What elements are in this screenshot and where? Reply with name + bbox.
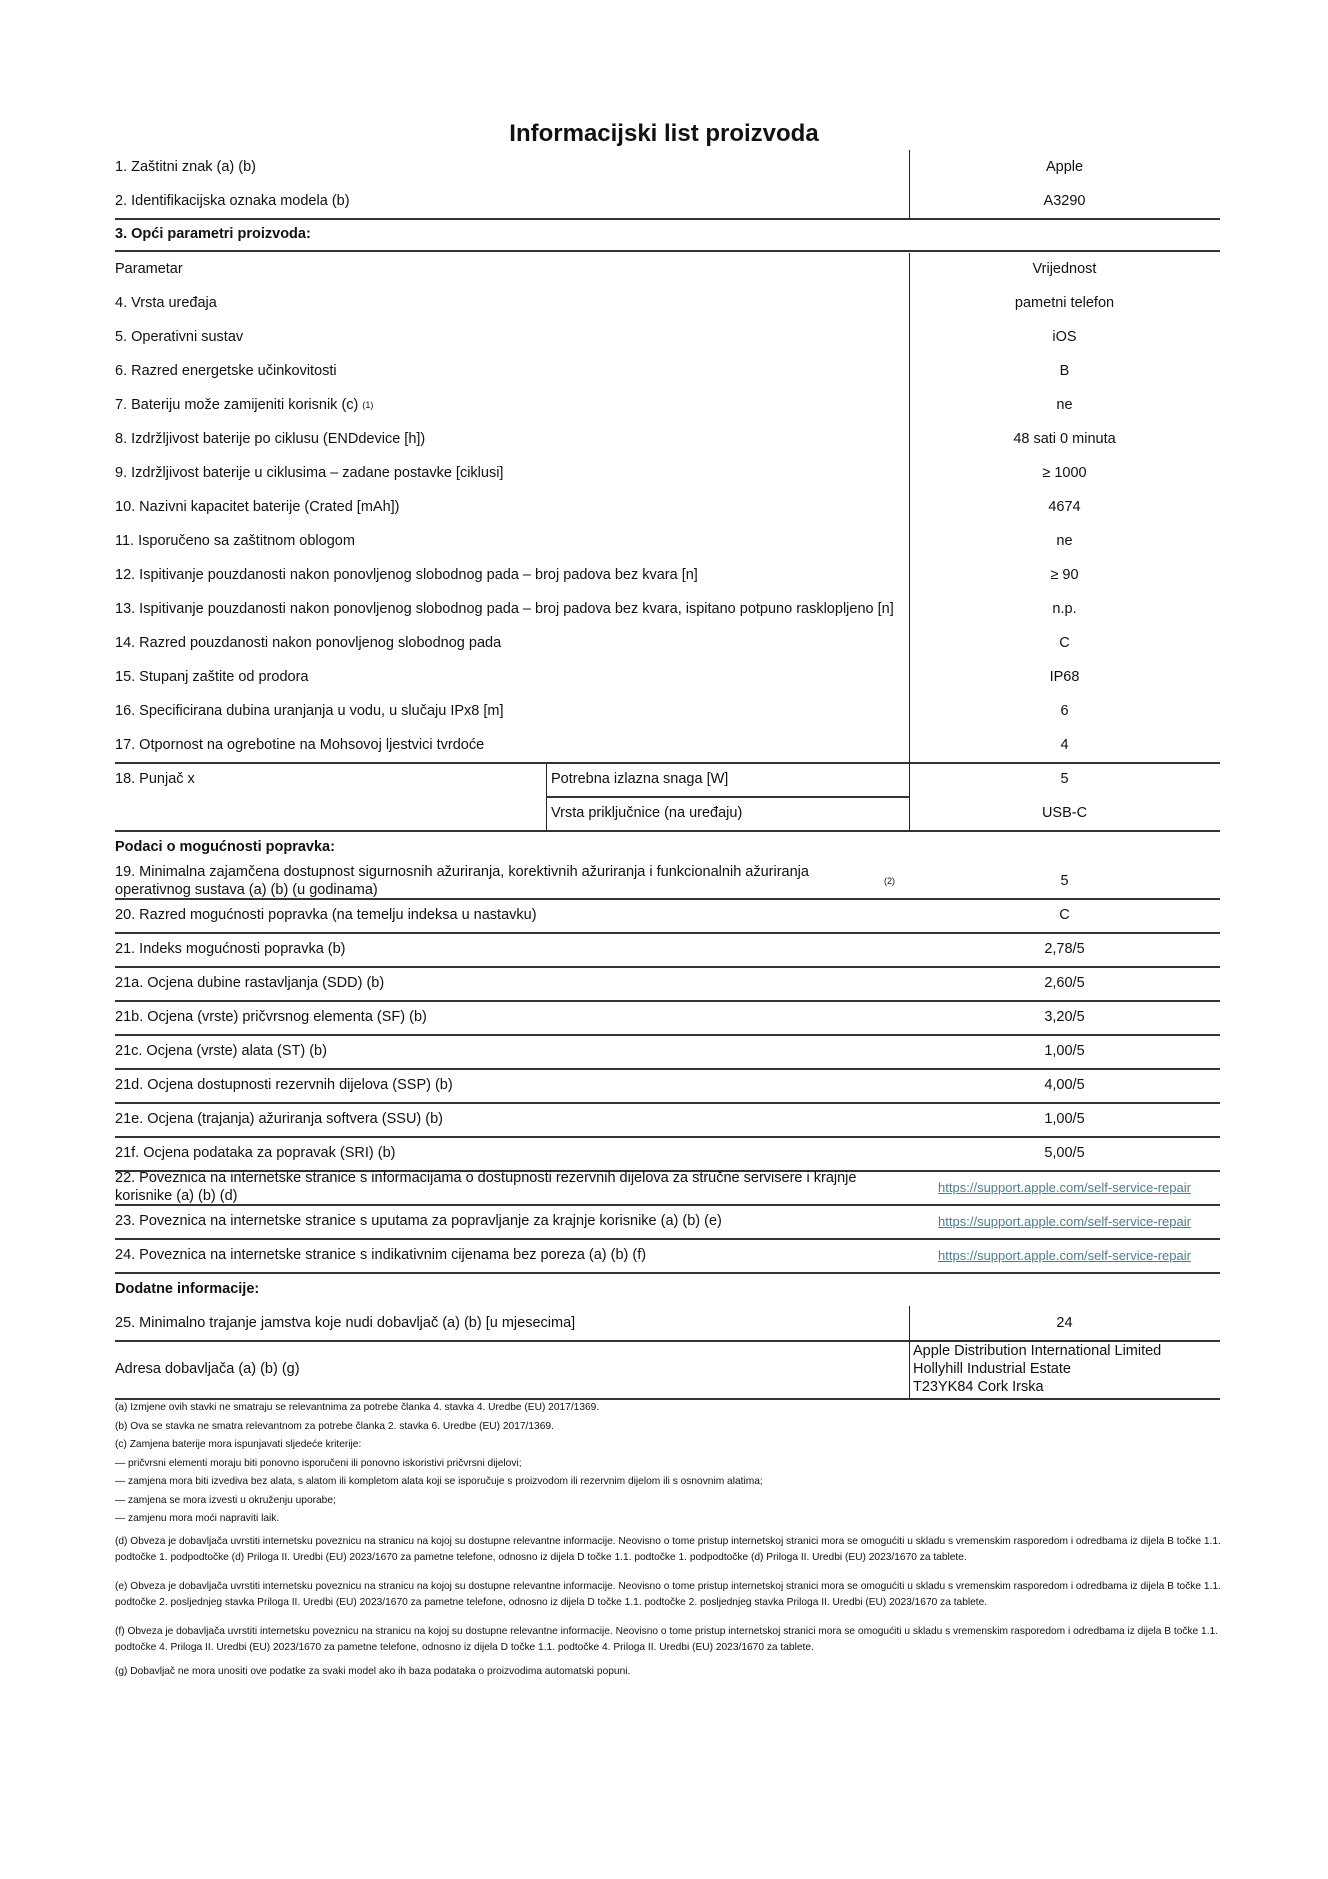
column-header — [115, 252, 895, 286]
param-row — [115, 558, 1220, 592]
row-value — [909, 184, 1220, 218]
footnote-ref: (2) — [884, 876, 895, 886]
param-row — [115, 592, 1220, 626]
link-cell — [909, 1170, 1220, 1204]
row-label-text: 13. Ispitivanje pouzdanosti nakon ponovljenog slobodnog pada – broj padova bez kvara, ispitano potpuno rasklopljeno [n] — [115, 601, 894, 617]
row-value — [909, 966, 1220, 1000]
row-value — [909, 422, 1220, 456]
address-line: Hollyhill Industrial Estate — [913, 1361, 1071, 1377]
column-header-text: Vrijednost — [1032, 261, 1097, 277]
row-value — [909, 1102, 1220, 1136]
row-label-text: 16. Specificirana dubina uranjanja u vodu, u slučaju IPx8 [m] — [115, 703, 504, 719]
row-label — [115, 1034, 895, 1068]
row-value — [909, 1000, 1220, 1034]
row-label-text: 11. Isporučeno sa zaštitnom oblogom — [115, 533, 355, 549]
row-label-text: 7. Bateriju može zamijeniti korisnik (c) — [115, 397, 359, 413]
info-row — [115, 184, 1220, 220]
param-row — [115, 354, 1220, 388]
param-row — [115, 490, 1220, 524]
row-label-text: 21. Indeks mogućnosti popravka (b) — [115, 941, 346, 957]
row-label-text: 15. Stupanj zaštite od prodora — [115, 669, 309, 685]
row-label-text: 23. Poveznica na internetske stranice s uputama za popravljanje za krajnje korisnike (a) (b) (e) — [115, 1213, 722, 1229]
page-title: Informacijski list proizvoda — [509, 120, 819, 147]
row-label — [115, 1306, 895, 1340]
section-title-text: Podaci o mogućnosti popravka: — [115, 839, 335, 855]
footnote: — pričvrsni elementi moraju biti ponovno isporučeni ili ponovno iskoristivi pričvrsni dijelovi; — [115, 1458, 522, 1469]
repair-row — [115, 932, 1220, 968]
row-value-text: ≥ 90 — [1050, 567, 1079, 583]
column-header — [909, 252, 1220, 286]
row-value-text: 48 sati 0 minuta — [1013, 431, 1116, 447]
row-label-text: 17. Otpornost na ogrebotine na Mohsovoj ljestvici tvrdoće — [115, 737, 485, 753]
row-label-text: 21c. Ocjena (vrste) alata (ST) (b) — [115, 1043, 327, 1059]
param-row — [115, 286, 1220, 320]
row-value-text: 4,00/5 — [1044, 1077, 1085, 1093]
param-row — [115, 626, 1220, 660]
row-label — [115, 1170, 895, 1204]
address-row — [115, 1340, 1220, 1400]
row-label-text: 8. Izdržljivost baterije po ciklusu (ENDdevice [h]) — [115, 431, 426, 447]
row-value — [909, 1068, 1220, 1102]
row-value — [909, 796, 1220, 830]
row-value-text: 2,60/5 — [1044, 975, 1085, 991]
footnote: (e) Obveza je dobavljača uvrstiti internetsku poveznicu na stranicu na kojoj su dostupne relevantne informacije. Neovisno o tome pristup internetskoj stranici mora se omogućiti u skladu s vremenskim rasporedom i odredbama iz dijela B točke 1.1. podtočke 2. posljednjeg stavka Priloga II. Uredbi (EU) 2023/1670 za pametne telefone, odnosno iz dijela D točke 1.1. podtočke 2. posljednjeg stavka Priloga II. Uredbi (EU) 2023/1670 za tablete. — [115, 1581, 1221, 1608]
row-value — [909, 864, 1220, 898]
column-header-text: Parametar — [115, 261, 183, 277]
row-label-text: 18. Punjač x — [115, 771, 195, 787]
sub-label-text: Potrebna izlazna snaga [W] — [551, 771, 729, 787]
section-title-text: 3. Opći parametri proizvoda: — [115, 226, 311, 242]
footnote-ref: (1) — [362, 400, 374, 410]
row-value — [909, 354, 1220, 388]
section-title — [115, 830, 895, 864]
footnote: (f) Obveza je dobavljača uvrstiti internetsku poveznicu na stranicu na kojoj su dostupne relevantne informacije. Neovisno o tome pristup internetskoj stranici mora se omogućiti u skladu s vremenskim rasporedom i odredbama iz dijela B točke 1.1. podtočke 4. Priloga II. Uredbi (EU) 2023/1670 za pametne telefone, odnosno iz dijela D točke 1.1. podtočke 4. Priloga II. Uredbi (EU) 2023/1670 za tablete. — [115, 1626, 1219, 1653]
row-value — [909, 932, 1220, 966]
link-cell — [909, 1204, 1220, 1238]
link-row — [115, 1170, 1220, 1206]
row-label-text: 20. Razred mogućnosti popravka (na temelju indeksa u nastavku) — [115, 907, 537, 923]
row-value — [909, 1136, 1220, 1170]
row-value-text: 3,20/5 — [1044, 1009, 1085, 1025]
address-line: Apple Distribution International Limited — [913, 1343, 1162, 1359]
repair-link[interactable]: https://support.apple.com/self-service-repair — [938, 1179, 1191, 1195]
sub-label — [548, 762, 728, 796]
row-value-text: 5 — [1060, 771, 1069, 787]
row-label — [115, 558, 895, 592]
row-value-text: C — [1059, 907, 1070, 923]
charger-subrow — [115, 796, 1220, 830]
warranty-row — [115, 1306, 1220, 1342]
row-value-text: pametni telefon — [1014, 295, 1115, 311]
sub-label-text: Vrsta priključnice (na uređaju) — [551, 805, 743, 821]
row-value-text: 2,78/5 — [1044, 941, 1085, 957]
row-value — [909, 592, 1220, 626]
row-label — [115, 1136, 895, 1170]
repair-row — [115, 898, 1220, 934]
row-label-text: 10. Nazivni kapacitet baterije (Crated [mAh]) — [115, 499, 400, 515]
row-value-text: n.p. — [1052, 601, 1077, 617]
row-value-text: ne — [1056, 533, 1073, 549]
section-heading — [115, 830, 1220, 864]
row-value — [909, 728, 1220, 762]
row-label-text: 1. Zaštitni znak (a) (b) — [115, 159, 257, 175]
repair-row — [115, 1136, 1220, 1172]
footnote: (g) Dobavljač ne mora unositi ove podatke za svaki model ako ih baza podataka o proizvodima automatski popuni. — [115, 1666, 631, 1677]
row-label — [115, 354, 895, 388]
row-label — [115, 864, 895, 898]
param-row — [115, 320, 1220, 354]
section-title — [115, 1272, 895, 1306]
section-title — [115, 218, 895, 250]
row-label — [115, 320, 895, 354]
param-row — [115, 388, 1220, 422]
row-label-text: 25. Minimalno trajanje jamstva koje nudi dobavljač (a) (b) [u mjesecima] — [115, 1315, 576, 1331]
repair-row — [115, 1000, 1220, 1036]
repair-row — [115, 966, 1220, 1002]
row-label-text: 21a. Ocjena dubine rastavljanja (SDD) (b) — [115, 975, 385, 991]
row-label-text: 2. Identifikacijska oznaka modela (b) — [115, 193, 350, 209]
row-label — [115, 524, 895, 558]
row-label — [115, 966, 895, 1000]
repair-link[interactable]: https://support.apple.com/self-service-repair — [938, 1247, 1191, 1263]
info-row — [115, 150, 1220, 184]
link-row — [115, 1238, 1220, 1274]
row-label — [115, 592, 895, 626]
row-label — [115, 1068, 895, 1102]
footnote: (d) Obveza je dobavljača uvrstiti internetsku poveznicu na stranicu na kojoj su dostupne relevantne informacije. Neovisno o tome pristup internetskoj stranici mora se omogućiti u skladu s vremenskim rasporedom i odredbama iz dijela B točke 1.1. podtočke 1. podpodtočke (d) Priloga II. Uredbi (EU) 2023/1670 za pametne telefone, odnosno iz dijela D točke 1.1. podtočke 1. podpodtočke (d) Priloga II. Uredbi (EU) 2023/1670 za tablete. — [115, 1536, 1221, 1563]
row-value — [909, 490, 1220, 524]
row-value-text: 6 — [1060, 703, 1069, 719]
row-label — [115, 1102, 895, 1136]
supplier-address — [913, 1340, 1161, 1398]
charger-subrow — [115, 762, 1220, 796]
row-value — [909, 456, 1220, 490]
row-label-text: 21d. Ocjena dostupnosti rezervnih dijelova (SSP) (b) — [115, 1077, 453, 1093]
divider — [546, 796, 909, 798]
row-label-text: Adresa dobavljača (a) (b) (g) — [115, 1361, 300, 1377]
row-label-text: 12. Ispitivanje pouzdanosti nakon ponovljenog slobodnog pada – broj padova bez kvara [n] — [115, 567, 698, 583]
row-label — [115, 660, 895, 694]
param-row — [115, 456, 1220, 490]
row-value-text: ne — [1056, 397, 1073, 413]
row-value-text: C — [1059, 635, 1070, 651]
row-value — [909, 1034, 1220, 1068]
row-label-text: 21e. Ocjena (trajanja) ažuriranja softvera (SSU) (b) — [115, 1111, 443, 1127]
row-value — [909, 660, 1220, 694]
row-value — [909, 898, 1220, 932]
row-value-text: 5 — [1060, 873, 1069, 889]
row-value-text: 4674 — [1048, 499, 1081, 515]
row-label — [115, 728, 895, 762]
row-label-text: 21f. Ocjena podataka za popravak (SRI) (b) — [115, 1145, 396, 1161]
row-label — [115, 932, 895, 966]
row-label — [115, 1340, 895, 1398]
row-value-text: 4 — [1060, 737, 1069, 753]
footnote: — zamjena mora biti izvediva bez alata, s alatom ili kompletom alata koji se isporučuje s proizvodom ili rezervnim dijelom ili s osnovnim alatima; — [115, 1476, 763, 1487]
row-value-text: iOS — [1052, 329, 1077, 345]
row-value — [909, 762, 1220, 796]
row-label — [115, 456, 895, 490]
row-value-text: IP68 — [1049, 669, 1080, 685]
row-label — [115, 626, 895, 660]
row-value-text: ≥ 1000 — [1042, 465, 1087, 481]
row-label — [115, 1204, 895, 1238]
row-label-text: 14. Razred pouzdanosti nakon ponovljenog slobodnog pada — [115, 635, 502, 651]
row-value-text: A3290 — [1043, 193, 1086, 209]
repair-row — [115, 864, 1220, 900]
row-value-text: 1,00/5 — [1044, 1043, 1085, 1059]
row-value — [909, 558, 1220, 592]
row-value — [909, 1306, 1220, 1340]
address-line: T23YK84 Cork Irska — [913, 1379, 1044, 1395]
param-row — [115, 524, 1220, 558]
section-heading — [115, 218, 1220, 252]
row-value-text: 24 — [1056, 1315, 1073, 1331]
footnote: — zamjena se mora izvesti u okruženju uporabe; — [115, 1495, 336, 1506]
row-label-text: 6. Razred energetske učinkovitosti — [115, 363, 337, 379]
footnote: (a) Izmjene ovih stavki ne smatraju se relevantnima za potrebe članka 4. stavka 4. Uredbe (EU) 2017/1369. — [115, 1402, 600, 1413]
row-label-text: 5. Operativni sustav — [115, 329, 244, 345]
row-value — [909, 150, 1220, 184]
row-value — [909, 388, 1220, 422]
row-value — [909, 524, 1220, 558]
row-value — [909, 694, 1220, 728]
row-value-text: 5,00/5 — [1044, 1145, 1085, 1161]
param-header-row — [115, 252, 1220, 286]
footnote: (c) Zamjena baterije mora ispunjavati sljedeće kriterije: — [115, 1439, 362, 1450]
repair-row — [115, 1102, 1220, 1138]
row-label — [115, 184, 895, 218]
row-value — [909, 286, 1220, 320]
row-label-text: 4. Vrsta uređaja — [115, 295, 217, 311]
repair-row — [115, 1034, 1220, 1070]
row-value — [909, 626, 1220, 660]
row-value-text: USB-C — [1041, 805, 1088, 821]
sub-label — [548, 796, 742, 830]
row-label — [115, 694, 895, 728]
footnote: (b) Ova se stavka ne smatra relevantnom za potrebe članka 2. stavka 6. Uredbe (EU) 2017/1369. — [115, 1421, 554, 1432]
link-row — [115, 1204, 1220, 1240]
row-label-text: 19. Minimalna zajamčena dostupnost sigurnosnih ažuriranja, korektivnih ažuriranja i funkcionalnih ažuriranja operativnog sustava (a) (b) (u godinama) — [115, 864, 809, 898]
row-value-text: B — [1059, 363, 1070, 379]
row-label-text: 24. Poveznica na internetske stranice s indikativnim cijenama bez poreza (a) (b) (f) — [115, 1247, 647, 1263]
row-value-text: Apple — [1045, 159, 1084, 175]
row-value — [909, 320, 1220, 354]
row-value-text: 1,00/5 — [1044, 1111, 1085, 1127]
row-label — [115, 1000, 895, 1034]
row-label-text: 9. Izdržljivost baterije u ciklusima – zadane postavke [ciklusi] — [115, 465, 504, 481]
row-label — [115, 490, 895, 524]
repair-row — [115, 1068, 1220, 1104]
section-title-text: Dodatne informacije: — [115, 1281, 260, 1297]
param-row — [115, 694, 1220, 728]
param-row — [115, 660, 1220, 694]
row-label — [115, 286, 895, 320]
row-label-text: 22. Poveznica na internetske stranice s informacijama o dostupnosti rezervnih dijelova za stručne servisere i krajnje korisnike (a) (b) (d) — [115, 1170, 857, 1204]
row-label — [115, 150, 895, 184]
param-row — [115, 728, 1220, 764]
row-label — [115, 388, 895, 422]
footnote: — zamjenu mora moći napraviti laik. — [115, 1513, 280, 1524]
row-label — [115, 898, 895, 932]
param-row — [115, 422, 1220, 456]
row-label — [115, 1238, 895, 1272]
link-cell — [909, 1238, 1220, 1272]
section-heading — [115, 1272, 1220, 1306]
row-label — [115, 422, 895, 456]
row-label-text: 21b. Ocjena (vrste) pričvrsnog elementa (SF) (b) — [115, 1009, 427, 1025]
repair-link[interactable]: https://support.apple.com/self-service-repair — [938, 1213, 1191, 1229]
